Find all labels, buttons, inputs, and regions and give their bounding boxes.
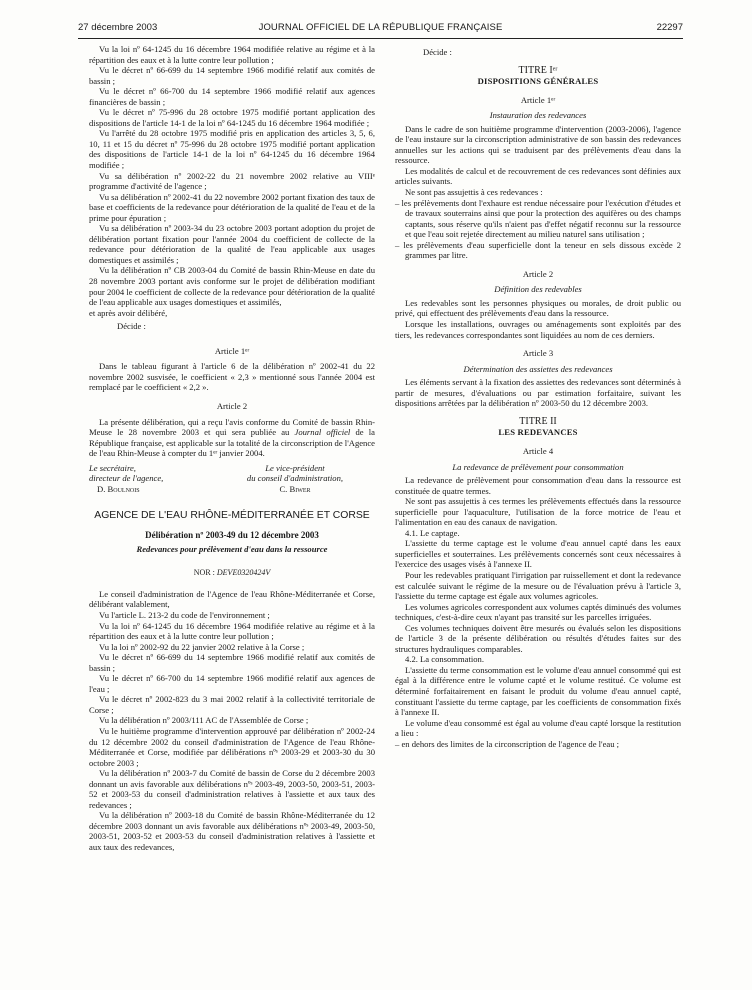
right-column — [395, 44, 681, 749]
paragraph: L'assiette du terme captage est le volume d'eau annuel capté dans les eaux superficielles et souterraines. Les prélèvements concernés sont ceux nécessaires à l'exercice des usages visés à l'annexe II. — [395, 538, 681, 570]
paragraph: Le volume d'eau consommé est égal au volume d'eau capté lorsque la restitution a lieu : — [395, 717, 681, 739]
left-column — [89, 44, 375, 853]
titre-2-subtitle: LES REDEVANCES — [498, 427, 578, 438]
paragraph: Ces volumes techniques doivent être mesurés ou évalués selon les dispositions de l'article 3 de la présente délibération ou résultés d'études faites sur des structures hydrauliques comparables. — [395, 622, 681, 654]
signatures — [89, 463, 375, 497]
deliberation-title: Délibération nº 2003-49 du 12 décembre 2003 — [145, 530, 319, 541]
article-1-title: Article 1ᵉʳ — [520, 94, 556, 105]
journal-officiel-italic: Journal officiel — [294, 427, 351, 438]
visa: Vu la délibération nº 2003-7 du Comité de bassin de Corse du 2 décembre 2003 donnant un avis favorable aux délibérations nºˢ 2003-49, 2003-50, 2003-51, 2003-52 et 2003-53 du conseil d'administration relatives à l'assiette et aux taux des redevances ; — [89, 768, 375, 810]
visa: Vu le décret nº 2002-823 du 3 mai 2002 relatif à la collectivité territoriale de Corse ; — [89, 694, 375, 715]
list-item: – les prélèvements d'eau superficielle dont la teneur en sels dissous excède 2 grammes par litre. — [395, 239, 681, 261]
paragraph: Les volumes agricoles correspondent aux volumes captés diminués des volumes techniques, c'est-à-dire ceux n'ayant pas transité sur les parcelles irriguées. — [395, 601, 681, 623]
paragraph: Les modalités de calcul et de recouvrement de ces redevances sont définies aux articles suivants. — [395, 165, 681, 187]
article-2-text: La présente délibération, qui a reçu l'avis conforme du Comité de bassin Rhin-Meuse le 28 novembre 2003 et qui sera publiée au Journal officiel de la République française, est applicable sur la totalité de la circonscription de l'Agence de l'eau Rhin-Meuse à compter du 1ᵉʳ janvier 2004. — [89, 416, 375, 459]
visa: Vu la délibération nº CB 2003-04 du Comité de bassin Rhin-Meuse en date du 28 novembre 2003 portant avis conforme sur le projet de délibération modifiant pour 2004 le coefficient de collecte de la redevance pour détérioration de la qualité de l'eau applicable aux usages domestiques et assimilés, — [89, 265, 375, 308]
signatory-name: C. Biwer — [279, 483, 311, 494]
paragraph: Ne sont pas assujettis à ces redevances : — [405, 187, 543, 198]
article-4-title: Article 4 — [522, 445, 554, 456]
paragraph: Les redevables sont les personnes physiques ou morales, de droit public ou privé, qui effectuent des prélèvements d'eau dans la ressource. — [395, 297, 681, 319]
section-heading: 4.2. La consommation. — [405, 654, 485, 665]
signature-left: Le secrétaire, directeur de l'agence, D. Boulnois — [89, 462, 164, 494]
list-item: – les prélèvements dont l'exhaure est rendue nécessaire pour l'exécution d'études et de travaux souterrains ainsi que pour la protection des aquifères ou des champs captants, sous réserve qu'ils n'aient pas d'effet négatif reconnu sur la ressource et que l'eau soit rejetée directement au milieu naturel sans utilisation ; — [395, 197, 681, 240]
page-header — [78, 22, 683, 39]
section-heading: 4.1. Le captage. — [405, 527, 460, 538]
decide-heading: Décide : — [117, 321, 146, 332]
visa: Vu le décret nº 66-699 du 14 septembre 1966 modifié relatif aux comités de bassin ; — [89, 65, 375, 86]
visa: Vu le décret nº 66-699 du 14 septembre 1966 modifié relatif aux comités de bassin ; — [89, 652, 375, 673]
paragraph: Dans le cadre de son huitième programme d'intervention (2003-2006), l'agence de l'eau instaure sur la circonscription administrative de son bassin des redevances annuelles sur les actions qui se traduisent par des prélèvements d'eau dans la ressource. — [395, 123, 681, 166]
signatory-name: D. Boulnois — [97, 483, 140, 494]
paragraph: Pour les redevables pratiquant l'irrigation par ruissellement et dont la redevance est calculée suivant le régime de la mesure ou de l'évaluation prévu à l'article 3, l'assiette du terme captage est égale aux volumes agricoles. — [395, 569, 681, 602]
visa: Vu le décret nº 66-700 du 14 septembre 1966 modifié relatif aux agences de l'eau ; — [89, 673, 375, 694]
article-3-title: Article 3 — [522, 348, 554, 359]
paragraph: La redevance de prélèvement pour consommation d'eau dans la ressource est constituée de quatre termes. — [395, 475, 681, 496]
article-1-subtitle: Instauration des redevances — [489, 110, 587, 121]
visa: Vu la loi nº 2002-92 du 22 janvier 2002 relative à la Corse ; — [99, 641, 305, 652]
paragraph: Ne sont pas assujettis à ces termes les prélèvements effectués dans la ressource superficielle pour l'aquaculture, l'utilisation de la force motrice de l'eau et l'alimentation en eau des canaux de navigation. — [395, 496, 681, 528]
visa: Vu le décret nº 75-996 du 28 octobre 1975 modifié portant application des dispositions de l'article 14-1 de la loi nº 64-1245 du 16 décembre 1964 modifiée ; — [89, 107, 375, 128]
article-1-title: Article 1ᵉʳ — [214, 345, 250, 356]
visa: Vu sa délibération nº 2002-41 du 22 novembre 2002 portant fixation des taux de base et coefficients de la redevance pour détérioration de la qualité de l'eau et de la prime pour épuration ; — [89, 191, 375, 223]
titre-1: TITRE Iᵉʳ — [518, 64, 558, 76]
agency-heading: AGENCE DE L'EAU RHÔNE-MÉDITERRANÉE ET CORSE — [94, 509, 370, 521]
visa: Vu la loi nº 64-1245 du 16 décembre 1964 modifiée relative au régime et à la répartition des eaux et à la lutte contre leur pollution ; — [89, 44, 375, 65]
visa: Vu la délibération nº 2003/111 AC de l'Assemblée de Corse ; — [99, 715, 309, 726]
decide-heading: Décide : — [423, 47, 452, 57]
visa: Vu l'arrêté du 28 octobre 1975 modifié pris en application des articles 3, 5, 6, 10, 11 et 15 du décret nº 75-996 du 28 octobre 1975 modifié portant application des dispositions de l'article 14-1 de la loi nº 64-1245 du 16 décembre 1964 modifiée ; — [89, 128, 375, 171]
paragraph: L'assiette du terme consommation est le volume d'eau annuel consommé qui est égal à la différence entre le volume capté et le volume restitué. Ce volume est déterminé forfaitairement en faisant le produit du volume d'eau annuel capté, constituant l'assiette du terme captage, par les coefficients de consommation fixés à l'annexe II. — [395, 664, 681, 718]
visa: Vu sa délibération nº 2002-22 du 21 novembre 2002 relative au VIIIᵉ programme d'activité de l'agence ; — [89, 170, 375, 192]
visa: Vu sa délibération nº 2003-34 du 23 octobre 2003 portant adoption du projet de délibération portant fixation pour l'année 2004 du coefficient de collecte de la redevance pour détérioration de la qualité de l'eau applicable aux usages domestiques et assimilés ; — [89, 223, 375, 265]
visa: Vu le huitième programme d'intervention approuvé par délibération nº 2002-24 du 12 décembre 2002 du conseil d'administration de l'Agence de l'eau Rhône-Méditerranée et Corse, modifiée par délibérations nºˢ 2003-29 et 2003-30 du 30 octobre 2003 ; — [89, 725, 375, 768]
titre-2: TITRE II — [519, 415, 557, 427]
article-2-title: Article 2 — [522, 268, 554, 279]
article-1-text: Dans le tableau figurant à l'article 6 de la délibération nº 2002-41 du 22 novembre 2002 susvisée, le coefficient « 2,3 » mentionné sous l'année 2004 est remplacé par le coefficient « 2,2 ». — [89, 361, 375, 393]
nor-reference: NOR : DEVE0320424V — [193, 568, 271, 578]
preamble: Le conseil d'administration de l'Agence de l'eau Rhône-Méditerranée et Corse, délibérant valablement, — [89, 588, 375, 610]
list-item: – en dehors des limites de la circonscription de l'agence de l'eau ; — [395, 738, 620, 749]
paragraph: Lorsque les installations, ouvrages ou aménagements sont exploités par des tiers, les redevances correspondantes sont liquidées au nom de ces derniers. — [395, 319, 681, 340]
titre-1-subtitle: DISPOSITIONS GÉNÉRALES — [477, 76, 599, 87]
after-deliberation: et après avoir délibéré, — [89, 307, 168, 318]
visa: Vu la délibération nº 2003-18 du Comité de bassin Rhône-Méditerranée du 12 décembre 2003 donnant un avis favorable aux délibérations nºˢ 2003-49, 2003-50, 2003-51, 2003-52 et 2003-53 du conseil d'administration relatives à l'assiette et aux taux des redevances, — [89, 810, 375, 852]
paragraph: Les éléments servant à la fixation des assiettes des redevances sont déterminés à partir de mesures, d'évaluations ou par estimation forfaitaire, suivant les dispositions arrêtées par la délibération nº 2003-50 du 12 décembre 2003. — [395, 377, 681, 409]
visa: Vu la loi nº 64-1245 du 16 décembre 1964 modifiée relative au régime et à la répartition des eaux et à la lutte contre leur pollution ; — [89, 620, 375, 642]
header-journal-title: JOURNAL OFFICIEL DE LA RÉPUBLIQUE FRANÇAISE — [258, 22, 503, 33]
article-2-subtitle: Définition des redevables — [494, 284, 582, 295]
article-3-subtitle: Détermination des assiettes des redevances — [463, 363, 613, 374]
deliberation-subtitle: Redevances pour prélèvement d'eau dans la ressource — [136, 543, 328, 554]
header-page-number: 22297 — [656, 22, 683, 33]
visa: Vu l'article L. 213-2 du code de l'environnement ; — [99, 609, 270, 620]
header-date: 27 décembre 2003 — [78, 22, 158, 33]
article-4-subtitle: La redevance de prélèvement pour consommation — [452, 461, 624, 472]
signature-right: Le vice-président du conseil d'administration, C. Biwer — [246, 462, 344, 494]
article-2-title: Article 2 — [216, 400, 248, 411]
visa: Vu le décret nº 66-700 du 14 septembre 1966 modifié relatif aux agences financières de bassin ; — [89, 86, 375, 107]
